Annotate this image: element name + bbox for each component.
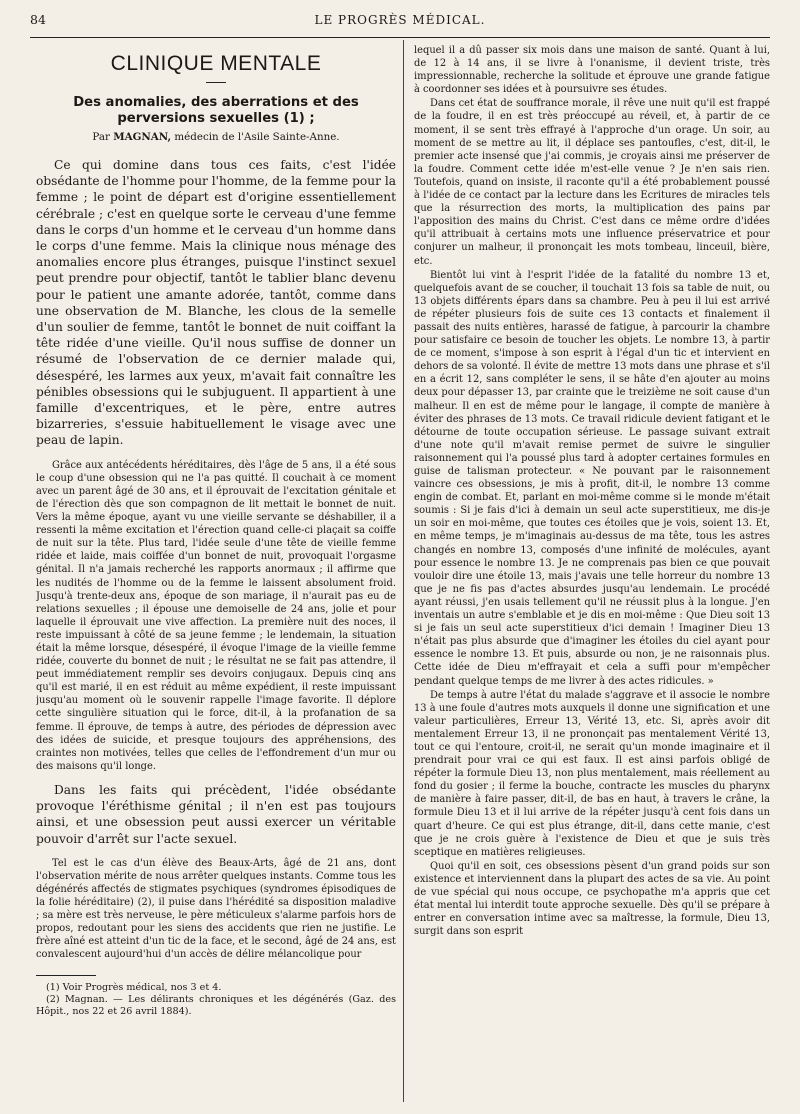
paragraph: lequel il a dû passer six mois dans une maison de santé. Quant à lui, de 12 à 14 ans, il se livre à l'onanisme, il devient triste, très impressionnable, recherche la solitude et éprouve une grande fatigue à coordonner ses idées et à poursuivre ses études.: [414, 45, 770, 96]
left-column: [36, 44, 396, 1108]
section-title: CLINIQUE MENTALE: [110, 52, 322, 75]
footnote: (1) Voir Progrès médical, nos 3 et 4.: [46, 982, 222, 994]
paragraph: Quoi qu'il en soit, ces obsessions pèsent d'un grand poids sur son existence et interviennent dans la plupart des actes de sa vie. Au point de vue spécial qui nous occupe, ce psychopathe m'a appris que cet état mental lui interdit toute approche sexuelle. Dès qu'il se prépare à entrer en conversation intime avec sa maîtresse, la formule, Dieu 13, surgit dans son esprit: [414, 860, 770, 938]
byline-author: MAGNAN,: [113, 131, 172, 143]
byline: [36, 131, 396, 143]
left-body: [36, 157, 396, 961]
column-divider: [403, 40, 404, 1102]
article-title: Des anomalies, des aberrations et des perversions sexuelles (1) ;: [73, 95, 359, 126]
title-divider: [206, 82, 226, 83]
paragraph: Bientôt lui vint à l'esprit l'idée de la fatalité du nombre 13 et, quelquefois avant de se coucher, il touchait 13 fois sa table de nuit, ou 13 objets différents épars dans sa chambre. Peu à peu il lui est arrivé de répéter plusieurs fois de suite ces 13 contacts et finalement il passait des nuits entières, harassé de fatigue, à parcourir la chambre pour satisfaire ce besoin de toucher les objets. Le nombre 13, à partir de ce moment, s'impose à son esprit à l'égal d'un tic et intervient en dehors de sa volonté. Il évite de mettre 13 mots dans une phrase et s'il en a écrit 12, sans compléter le sens, il se hâte d'en ajouter au moins deux pour dépasser 13, par crainte que le treizième ne soit cause d'un malheur. Il en est de même pour le langage, il compte de manière à éviter des phrases de 13 mots. Ce travail ridicule devient fatigant et le détourne de toute occupation sérieuse. Le passage suivant extrait d'une note qu'il m'avait remise permet de suivre le singulier raisonnement qui l'a poussé plus tard à adopter certaines formules en guise de talisman protecteur. « Ne pouvant par le raisonnement vaincre ces obsessions, je mis à profit, dit-il, le nombre 13 comme engin de combat. Et, parlant en moi-même comme si le monde m'était soumis : Si je fais d'ici à demain un seul acte superstitieux, me dis-je un soir en moi-même, que toutes ces étoiles que je vois, soient 13. Et, en même temps, je m'imaginais au-dessus de ma tête, tous les astres changés en nombre 13, composés d'une infinité de molécules, ayant pour essence le nombre 13. Je ne comprenais pas bien ce que pouvait vouloir dire une étoile 13, mais j'avais une telle horreur du nombre 13 que je ne fis pas d'actes absurdes jusqu'au lendemain. Le procédé ayant réussi, j'en usais tellement qu'il ne réussit plus à la longue. J'en inventais un autre s'emblable et je dis en moi-même : Que Dieu soit 13 si je fais un seul acte superstitieux d'ici demain ! Imaginer Dieu 13 n'était pas plus absurde que d'imaginer les étoiles du ciel ayant pour essence le nombre 13. Et puis, absurde ou non, je ne raisonnais plus. Cette idée de Dieu m'effrayait et cela a suffi pour m'empêcher pendant quelque temps de me livrer à des actes ridicules. »: [414, 269, 770, 687]
journal-title: LE PROGRÈS MÉDICAL.: [314, 13, 486, 27]
byline-prefix: Par: [92, 131, 110, 143]
footnote: (2) Magnan. — Les délirants chroniques et les dégénérés (Gaz. des Hôpit., nos 22 et 26 avril 1884).: [36, 994, 396, 1018]
right-column: [414, 44, 770, 1106]
byline-suffix: médecin de l'Asile Sainte-Anne.: [174, 131, 340, 143]
page-number: 84: [30, 12, 46, 27]
paragraph: Tel est le cas d'un élève des Beaux-Arts, âgé de 21 ans, dont l'observation mérite de nous arrêter quelques instants. Comme tous les dégénérés affectés de stigmates psychiques (syndromes épisodiques de la folie héréditaire) (2), il puise dans l'hérédité sa disposition maladive ; sa mère est très nerveuse, le père méticuleux s'alarme parfois hors de propos, redoutant pour les siens des accidents que rien ne justifie. Le frère aîné est atteint d'un tic de la face, et le second, âgé de 24 ans, est convalescent aujourd'hui d'un accès de délire mélancolique pour: [36, 857, 396, 961]
paragraph: Ce qui domine dans tous ces faits, c'est l'idée obsédante de l'homme pour l'homme, de la femme pour la femme ; le point de départ est d'origine essentiellement cérébrale ; c'est en quelque sorte le cerveau d'une femme dans le corps d'un homme et le cerveau d'un homme dans le corps d'une femme. Mais la clinique nous ménage des anomalies encore plus étranges, puisque l'instinct sexuel peut prendre pour objectif, tantôt le tablier blanc devenu pour le patient une amante adorée, tantôt, comme dans une observation de M. Blanche, les clous de la semelle d'un soulier de femme, tantôt le bonnet de nuit coiffant la tête ridée d'une vieille. Qu'il nous suffise de donner un résumé de l'observation de ce dernier malade qui, désespéré, les larmes aux yeux, m'avait fait connaître les pénibles obsessions qui le subjuguent. Il appartient à une famille d'excentriques, et le père, entre autres bizarreries, s'essuie habituellement le visage avec une peau de lapin.: [36, 158, 396, 448]
paragraph: De temps à autre l'état du malade s'aggrave et il associe le nombre 13 à une foule d'autres mots auxquels il donne une signification et une valeur particulières, Erreur 13, Vérité 13, etc. Si, après avoir dit mentalement Erreur 13, il ne prononçait pas mentalement Vérité 13, tout ce qui l'entoure, croit-il, ne serait qu'un monde imaginaire et il prendrait pour vrai ce qui est faux. Il est ainsi parfois obligé de répéter la formule Dieu 13, non plus mentalement, mais réellement au fond du gosier ; il ferme la bouche, contracte les muscles du pharynx de manière à faire passer, dit-il, de bas en haut, à travers le crâne, la formule Dieu 13 et il lui arrive de la répéter jusqu'à cent fois dans un quart d'heure. Ce qui est plus étrange, dit-il, dans cette manie, c'est que je ne crois guère à l'existence de Dieu et que je suis très sceptique en matières religieuses.: [414, 689, 770, 858]
footnote-rule: [36, 975, 96, 976]
footnotes: [36, 982, 396, 1018]
header-rule: [30, 37, 770, 38]
paragraph: Dans les faits qui précèdent, l'idée obsédante provoque l'éréthisme génital ; il n'en est pas toujours ainsi, et une obsession peut aussi exercer un véritable pouvoir d'arrêt sur l'acte sexuel.: [36, 782, 396, 846]
page-header: [30, 8, 770, 32]
paragraph: Dans cet état de souffrance morale, il rêve une nuit qu'il est frappé de la foudre, il en est très préoccupé au réveil, et, à partir de ce moment, il se sent très effrayé à l'approche d'un orage. Un soir, au moment de se mettre au lit, il déplace ses pantoufles, c'est, dit-il, le premier acte insensé que j'ai commis, je croyais ainsi me préserver de la foudre. Comment cette idée m'est-elle venue ? Je n'en sais rien. Toutefois, quand on insiste, il raconte qu'il a été probablement poussé à l'idée de ce contact par la lecture dans les Ecritures de miracles tels que la résurrection des morts, la multiplication des pains par l'apposition des mains du Christ. C'est dans ce même ordre d'idées qu'il attribuait à certains mots une influence préservatrice et pour conjurer un malheur, il prononçait les mots tombeau, linceuil, bière, etc.: [414, 98, 770, 267]
paragraph: Grâce aux antécédents héréditaires, dès l'âge de 5 ans, il a été sous le coup d'une obsession qui ne l'a pas quitté. Il couchait à ce moment avec un parent âgé de 30 ans, et il éprouvait de l'excitation génitale et de l'érection dès que son compagnon de lit mettait le bonnet de nuit. Vers la même époque, ayant vu une vieille servante se déshabiller, il a ressenti la même excitation et l'érection quand celle-ci plaçait sa coiffe de nuit sur la tête. Plus tard, l'idée seule d'une tête de vieille femme ridée et laide, mais coiffée d'un bonnet de nuit, provoquait l'orgasme génital. Il n'a jamais recherché les rapports anormaux ; il affirme que les nudités de l'homme ou de la femme le laissent absolument froid. Jusqu'à trente-deux ans, époque de son mariage, il n'aurait pas eu de relations sexuelles ; il épouse une demoiselle de 24 ans, jolie et pour laquelle il éprouvait une vive affection. La première nuit des noces, il reste impuissant à côté de sa jeune femme ; le lendemain, la situation était la même lorsque, désespéré, il évoque l'image de la vieille femme ridée, couverte du bonnet de nuit ; le résultat ne se fait pas attendre, il peut immédiatement remplir ses devoirs conjugaux. Depuis cinq ans qu'il est marié, il en est réduit au même expédient, il reste impuissant jusqu'au moment où le souvenir rappelle l'image favorite. Il déplore cette singulière situation qui le force, dit-il, à la profanation de sa femme. Il éprouve, de temps à autre, des périodes de dépression avec des idées de suicide, et presque toujours des appréhensions, des craintes non motivées, telles que celles de l'effondrement d'un mur ou des maisons qu'il longe.: [36, 459, 396, 772]
